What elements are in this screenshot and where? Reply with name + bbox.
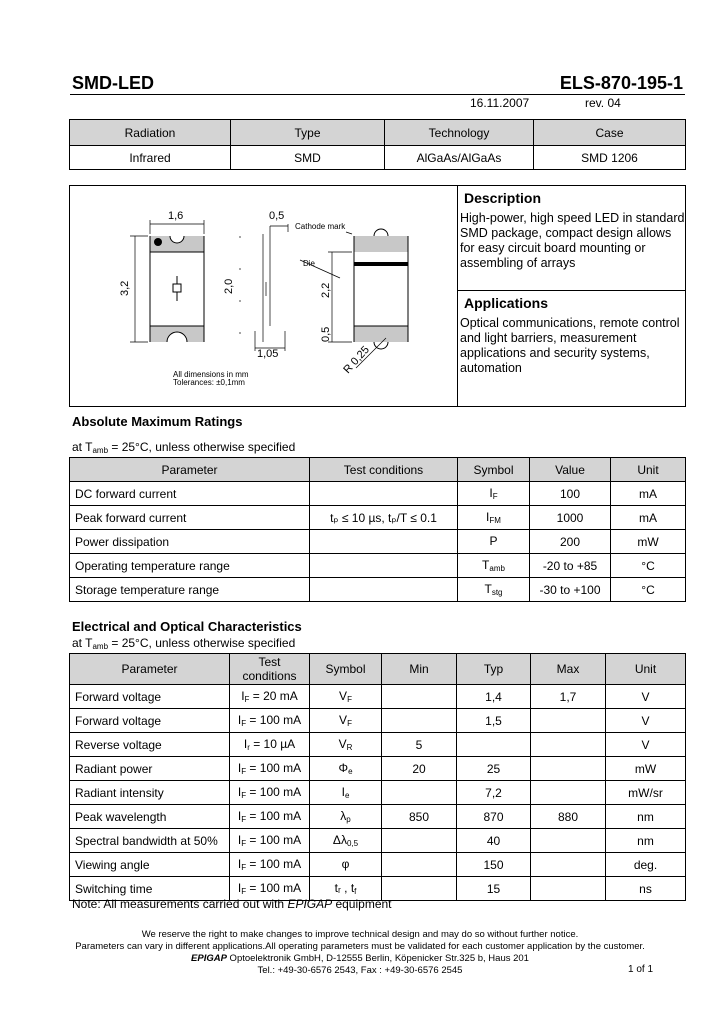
symbol-cell: $V_F$ bbox=[310, 685, 382, 709]
symbol-cell: $V_F$ bbox=[310, 709, 382, 733]
max-cell bbox=[531, 781, 606, 805]
param-cell: Peak forward current bbox=[70, 506, 310, 530]
max-cell bbox=[531, 733, 606, 757]
doc-revision: rev. 04 bbox=[585, 96, 621, 110]
max-cell: 880 bbox=[531, 805, 606, 829]
eo-row bbox=[70, 757, 686, 781]
abs-max-heading: Absolute Maximum Ratings bbox=[72, 414, 243, 429]
doc-title: SMD-LED bbox=[72, 73, 154, 93]
param-cell: Forward voltage bbox=[70, 709, 230, 733]
abs-max-header: Test conditions bbox=[310, 458, 458, 482]
min-cell bbox=[382, 829, 457, 853]
param-cell: Forward voltage bbox=[70, 685, 230, 709]
max-cell bbox=[531, 829, 606, 853]
unit-cell: mA bbox=[611, 506, 686, 530]
symbol-cell: $T_{stg}$ bbox=[458, 578, 530, 602]
dim-pad: 0,5 bbox=[269, 210, 285, 222]
applications-text: Optical communications, remote control and light barriers, measurement applications and security systems, automation bbox=[460, 316, 680, 375]
symbol-cell: $I_{FM}$ bbox=[458, 506, 530, 530]
min-cell: 20 bbox=[382, 757, 457, 781]
overview-header: Technology bbox=[385, 120, 534, 146]
abs-max-condition: at $T_{amb} = 25^\circ C$, unless otherwise specified bbox=[72, 440, 296, 455]
value-cell: 200 bbox=[530, 530, 611, 554]
min-cell bbox=[382, 877, 457, 901]
symbol-cell: $\Phi_e$ bbox=[310, 757, 382, 781]
drawing-note-tolerance: Tolerances: ±0,1mm bbox=[173, 378, 245, 387]
min-cell bbox=[382, 709, 457, 733]
unit-cell: V bbox=[606, 733, 686, 757]
symbol-cell: $I_e$ bbox=[310, 781, 382, 805]
cathode-dot bbox=[154, 238, 162, 246]
drawing-note-dimensions: All dimensions in mm bbox=[173, 370, 249, 379]
condition-cell: $I_F = 100$ mA bbox=[230, 853, 310, 877]
part-number: ELS-870-195-1 bbox=[559, 73, 683, 93]
unit-cell: °C bbox=[611, 578, 686, 602]
min-cell bbox=[382, 781, 457, 805]
param-cell: DC forward current bbox=[70, 482, 310, 506]
symbol-cell: $T_{amb}$ bbox=[458, 554, 530, 578]
max-cell bbox=[531, 853, 606, 877]
param-cell: Peak wavelength bbox=[70, 805, 230, 829]
eo-header: Symbol bbox=[310, 654, 382, 685]
eo-header: Test conditions bbox=[230, 654, 310, 685]
overview-cell: SMD bbox=[231, 146, 385, 170]
condition-cell: $I_F = 100$ mA bbox=[230, 757, 310, 781]
param-cell: Radiant intensity bbox=[70, 781, 230, 805]
condition-cell: $I_F = 100$ mA bbox=[230, 877, 310, 901]
eo-condition: at $T_{amb} = 25^\circ C$, unless otherwise specified bbox=[72, 636, 296, 651]
overview-cell: AlGaAs/AlGaAs bbox=[385, 146, 534, 170]
abs-max-row bbox=[70, 482, 686, 506]
unit-cell: mW/sr bbox=[606, 781, 686, 805]
abs-max-row bbox=[70, 554, 686, 578]
condition-cell bbox=[310, 578, 458, 602]
typ-cell: 40 bbox=[457, 829, 531, 853]
cathode-mark-label: Cathode mark bbox=[295, 222, 346, 231]
typ-cell: 7,2 bbox=[457, 781, 531, 805]
value-cell: -30 to +100 bbox=[530, 578, 611, 602]
typ-cell: 15 bbox=[457, 877, 531, 901]
condition-cell bbox=[310, 530, 458, 554]
symbol-cell: φ bbox=[310, 853, 382, 877]
min-cell bbox=[382, 685, 457, 709]
side-view bbox=[354, 229, 408, 349]
eo-heading: Electrical and Optical Characteristics bbox=[72, 619, 302, 634]
footer-contact: Tel.: +49-30-6576 2543, Fax : +49-30-6576 2545 bbox=[257, 965, 463, 976]
eo-header: Parameter bbox=[70, 654, 230, 685]
abs-max-row bbox=[70, 506, 686, 530]
overview-cell: Infrared bbox=[70, 146, 231, 170]
unit-cell: nm bbox=[606, 829, 686, 853]
dim-width: 1,6 bbox=[168, 210, 184, 222]
value-cell: 100 bbox=[530, 482, 611, 506]
applications-heading: Applications bbox=[464, 295, 549, 311]
overview-table bbox=[69, 119, 686, 170]
max-cell: 1,7 bbox=[531, 685, 606, 709]
abs-max-row bbox=[70, 530, 686, 554]
unit-cell: °C bbox=[611, 554, 686, 578]
max-cell bbox=[531, 877, 606, 901]
unit-cell: deg. bbox=[606, 853, 686, 877]
typ-cell bbox=[457, 733, 531, 757]
eo-table bbox=[69, 653, 686, 901]
param-cell: Radiant power bbox=[70, 757, 230, 781]
page-number: 1 of 1 bbox=[628, 964, 654, 975]
footer-validation: Parameters can vary in different applications.All operating parameters must be validated for each customer application by the customer. bbox=[75, 941, 645, 952]
overview-header: Case bbox=[534, 120, 686, 146]
dim-length: 3,2 bbox=[119, 280, 131, 296]
min-cell: 850 bbox=[382, 805, 457, 829]
param-cell: Power dissipation bbox=[70, 530, 310, 554]
symbol-cell: tᵣ , $t_f$ bbox=[310, 877, 382, 901]
measurement-note: Note: All measurements carried out with EPIGAP equipment bbox=[72, 897, 392, 911]
condition-cell bbox=[310, 482, 458, 506]
typ-cell: 870 bbox=[457, 805, 531, 829]
unit-cell: V bbox=[606, 685, 686, 709]
eo-row bbox=[70, 733, 686, 757]
min-cell: 5 bbox=[382, 733, 457, 757]
symbol-cell: $\Delta\lambda_{0,5}$ bbox=[310, 829, 382, 853]
eo-row bbox=[70, 709, 686, 733]
param-cell: Switching time bbox=[70, 877, 230, 901]
eo-header: Unit bbox=[606, 654, 686, 685]
dim-radius: R 0,25 bbox=[341, 343, 372, 377]
package-drawing bbox=[70, 186, 457, 405]
condition-cell: $I_F = 20$ mA bbox=[230, 685, 310, 709]
unit-cell: V bbox=[606, 709, 686, 733]
max-cell bbox=[531, 709, 606, 733]
overview-header: Radiation bbox=[70, 120, 231, 146]
eo-row bbox=[70, 853, 686, 877]
typ-cell: 1,5 bbox=[457, 709, 531, 733]
eo-header: Min bbox=[382, 654, 457, 685]
description-heading: Description bbox=[464, 190, 542, 206]
abs-max-header: Symbol bbox=[458, 458, 530, 482]
overview-header: Type bbox=[231, 120, 385, 146]
param-cell: Reverse voltage bbox=[70, 733, 230, 757]
condition-cell: $I_r = 10$ µA bbox=[230, 733, 310, 757]
abs-max-table bbox=[69, 457, 686, 602]
footer-disclaimer: We reserve the right to make changes to improve technical design and may do so without further notice. bbox=[141, 929, 579, 940]
max-cell bbox=[531, 757, 606, 781]
condition-cell: tₚ ≤ 10 µs, tₚ/T ≤ 0.1 bbox=[310, 506, 458, 530]
typ-cell: 150 bbox=[457, 853, 531, 877]
abs-max-header: Parameter bbox=[70, 458, 310, 482]
abs-max-header: Value bbox=[530, 458, 611, 482]
abs-max-row bbox=[70, 578, 686, 602]
typ-cell: 1,4 bbox=[457, 685, 531, 709]
eo-header: Max bbox=[531, 654, 606, 685]
value-cell: 1000 bbox=[530, 506, 611, 530]
condition-cell: $I_F = 100$ mA bbox=[230, 805, 310, 829]
min-cell bbox=[382, 853, 457, 877]
top-view bbox=[150, 236, 204, 342]
dim-base: 0,5 bbox=[320, 326, 332, 342]
symbol-cell: P bbox=[458, 530, 530, 554]
param-cell: Storage temperature range bbox=[70, 578, 310, 602]
unit-cell: mW bbox=[611, 530, 686, 554]
symbol-cell: $V_R$ bbox=[310, 733, 382, 757]
param-cell: Operating temperature range bbox=[70, 554, 310, 578]
condition-cell bbox=[310, 554, 458, 578]
dim-pitch: 1,05 bbox=[257, 348, 279, 360]
footer-address: EPIGAP Optoelektronik GmbH, D-12555 Berlin, Köpenicker Str.325 b, Haus 201 bbox=[191, 953, 529, 964]
unit-cell: mA bbox=[611, 482, 686, 506]
dim-height: 2,2 bbox=[320, 282, 332, 298]
eo-row bbox=[70, 805, 686, 829]
condition-cell: $I_F = 100$ mA bbox=[230, 781, 310, 805]
abs-max-header: Unit bbox=[611, 458, 686, 482]
value-cell: -20 to +85 bbox=[530, 554, 611, 578]
typ-cell: 25 bbox=[457, 757, 531, 781]
condition-cell: $I_F = 100$ mA bbox=[230, 709, 310, 733]
param-cell: Viewing angle bbox=[70, 853, 230, 877]
dim-die-length: 2,0 bbox=[223, 278, 235, 294]
symbol-cell: $I_F$ bbox=[458, 482, 530, 506]
symbol-cell: $\lambda_p$ bbox=[310, 805, 382, 829]
unit-cell: mW bbox=[606, 757, 686, 781]
unit-cell: ns bbox=[606, 877, 686, 901]
param-cell: Spectral bandwidth at 50% bbox=[70, 829, 230, 853]
unit-cell: nm bbox=[606, 805, 686, 829]
description-text: High-power, high speed LED in standard SMD package, compact design allows for easy circuit board mounting or assembling of arrays bbox=[460, 211, 685, 270]
condition-cell: $I_F = 100$ mA bbox=[230, 829, 310, 853]
eo-row bbox=[70, 829, 686, 853]
doc-date: 16.11.2007 bbox=[470, 96, 530, 110]
overview-cell: SMD 1206 bbox=[534, 146, 686, 170]
eo-row bbox=[70, 685, 686, 709]
die-label: Die bbox=[303, 259, 316, 268]
eo-header: Typ bbox=[457, 654, 531, 685]
eo-row bbox=[70, 781, 686, 805]
